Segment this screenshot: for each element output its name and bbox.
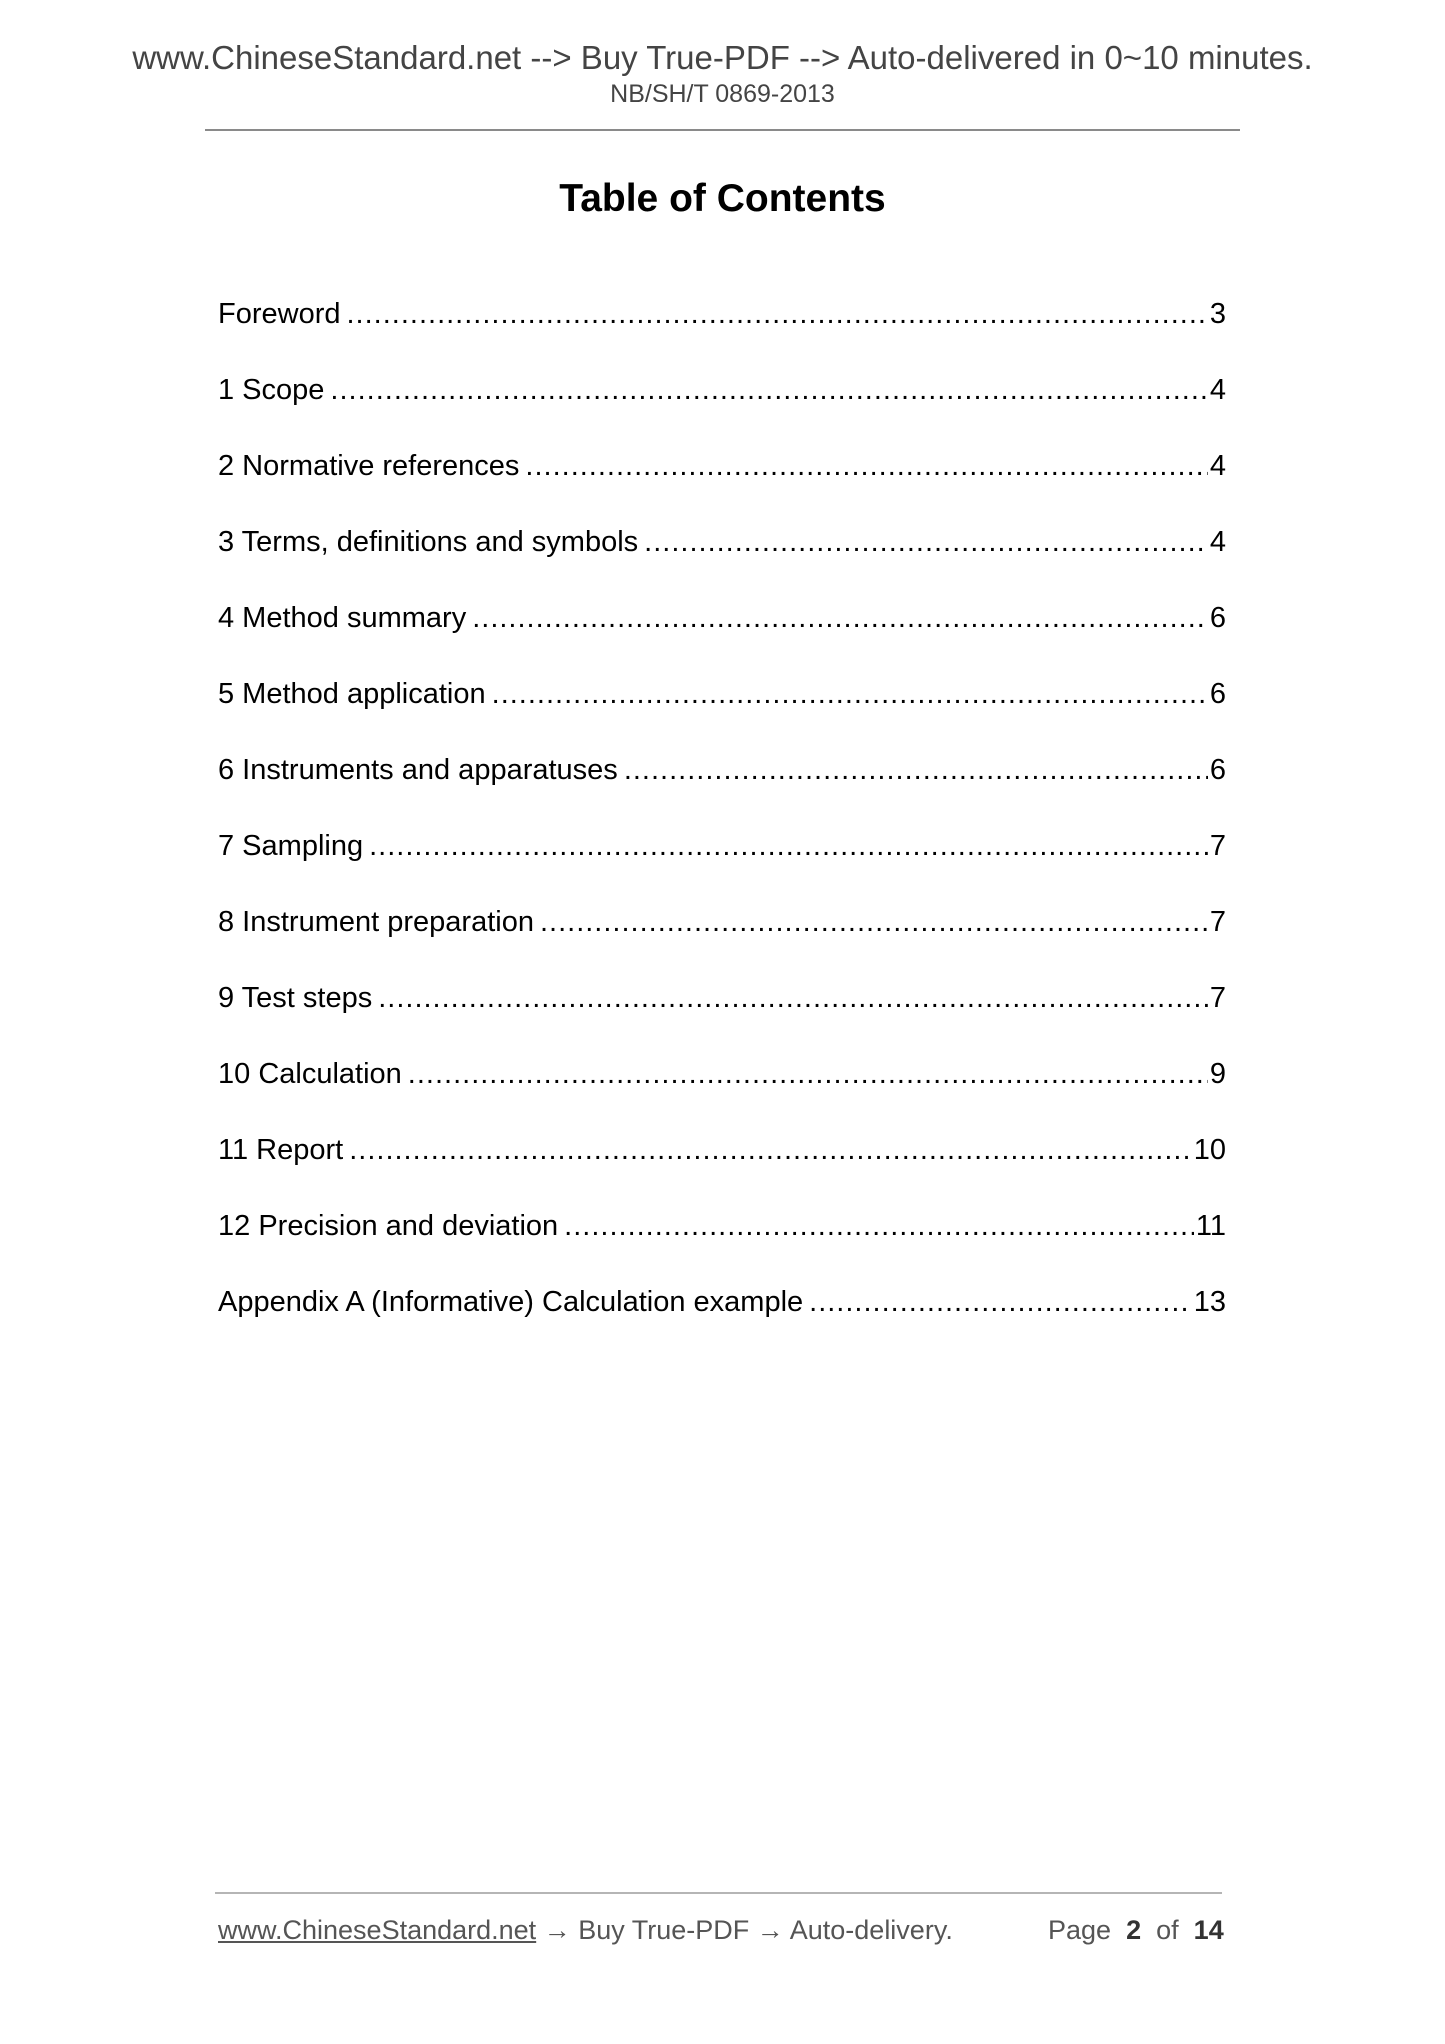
toc-leader-dots <box>540 902 1208 942</box>
toc-leader-dots <box>624 750 1208 790</box>
toc-entry-page: 7 <box>1209 982 1226 1014</box>
header-site-line: www.ChineseStandard.net --> Buy True-PDF --> Auto-delivered in 0~10 minutes. <box>132 39 1313 76</box>
toc-entry-page: 9 <box>1209 1058 1226 1090</box>
toc-entry-label: 3 Terms, definitions and symbols <box>218 526 639 558</box>
toc-title: Table of Contents <box>559 177 886 220</box>
toc-entry-page: 6 <box>1209 754 1226 786</box>
toc-leader-dots <box>492 674 1208 714</box>
toc-entry-label: 7 Sampling <box>218 830 364 862</box>
total-pages-number: 14 <box>1193 1915 1224 1945</box>
toc-entry-instruments[interactable] <box>218 750 1226 826</box>
toc-entry-instrument-preparation[interactable] <box>218 902 1226 978</box>
toc-entry-normative-references[interactable] <box>218 446 1226 522</box>
toc-entry-page: 6 <box>1209 678 1226 710</box>
toc-leader-dots <box>809 1282 1192 1322</box>
toc-leader-dots <box>472 598 1208 638</box>
toc-leader-dots <box>369 826 1208 866</box>
toc-entry-precision[interactable] <box>218 1206 1226 1282</box>
toc-leader-dots <box>525 446 1207 486</box>
footer-divider <box>215 1892 1222 1894</box>
footer-tagline <box>218 1913 953 1947</box>
header-divider <box>205 129 1240 131</box>
toc-entry-test-steps[interactable] <box>218 978 1226 1054</box>
toc-entry-label: Foreword <box>218 298 341 330</box>
toc-list <box>218 294 1226 1358</box>
of-word: of <box>1156 1915 1179 1945</box>
toc-entry-appendix-a[interactable] <box>218 1282 1226 1358</box>
toc-entry-label: 2 Normative references <box>218 450 520 482</box>
toc-leader-dots <box>644 522 1208 562</box>
toc-entry-page: 4 <box>1209 526 1226 558</box>
toc-entry-report[interactable] <box>218 1130 1226 1206</box>
toc-entry-label: 6 Instruments and apparatuses <box>218 754 618 786</box>
toc-entry-label: 4 Method summary <box>218 602 467 634</box>
toc-entry-method-summary[interactable] <box>218 598 1226 674</box>
page-indicator <box>1048 1913 1224 1947</box>
toc-entry-page: 4 <box>1209 450 1226 482</box>
toc-entry-terms-definitions[interactable] <box>218 522 1226 598</box>
toc-entry-label: 1 Scope <box>218 374 325 406</box>
toc-leader-dots <box>330 370 1207 410</box>
toc-entry-page: 11 <box>1195 1210 1226 1242</box>
page-word: Page <box>1048 1915 1112 1945</box>
current-page-number: 2 <box>1126 1915 1142 1945</box>
toc-entry-page: 13 <box>1193 1286 1226 1318</box>
standard-code: NB/SH/T 0869-2013 <box>610 80 835 108</box>
toc-entry-page: 7 <box>1209 830 1226 862</box>
toc-entry-label: 8 Instrument preparation <box>218 906 534 938</box>
footer-tagline-text: → Buy True-PDF → Auto-delivery. <box>536 1915 953 1945</box>
toc-entry-page: 7 <box>1209 906 1226 938</box>
toc-entry-page: 4 <box>1209 374 1226 406</box>
toc-entry-calculation[interactable] <box>218 1054 1226 1130</box>
toc-leader-dots <box>347 294 1208 334</box>
toc-entry-method-application[interactable] <box>218 674 1226 750</box>
toc-entry-page: 10 <box>1193 1134 1226 1166</box>
toc-entry-page: 3 <box>1209 298 1226 330</box>
toc-entry-page: 6 <box>1209 602 1226 634</box>
toc-entry-label: Appendix A (Informative) Calculation example <box>218 1286 804 1318</box>
toc-leader-dots <box>408 1054 1208 1094</box>
toc-entry-label: 9 Test steps <box>218 982 373 1014</box>
toc-leader-dots <box>349 1130 1192 1170</box>
toc-entry-sampling[interactable] <box>218 826 1226 902</box>
toc-leader-dots <box>378 978 1208 1018</box>
toc-entry-label: 10 Calculation <box>218 1058 402 1090</box>
toc-entry-label: 11 Report <box>218 1134 344 1166</box>
footer-site-link[interactable]: www.ChineseStandard.net <box>218 1915 537 1945</box>
toc-entry-label: 12 Precision and deviation <box>218 1210 559 1242</box>
toc-entry-label: 5 Method application <box>218 678 486 710</box>
toc-entry-scope[interactable] <box>218 370 1226 446</box>
toc-leader-dots <box>564 1206 1194 1246</box>
toc-entry-foreword[interactable] <box>218 294 1226 370</box>
